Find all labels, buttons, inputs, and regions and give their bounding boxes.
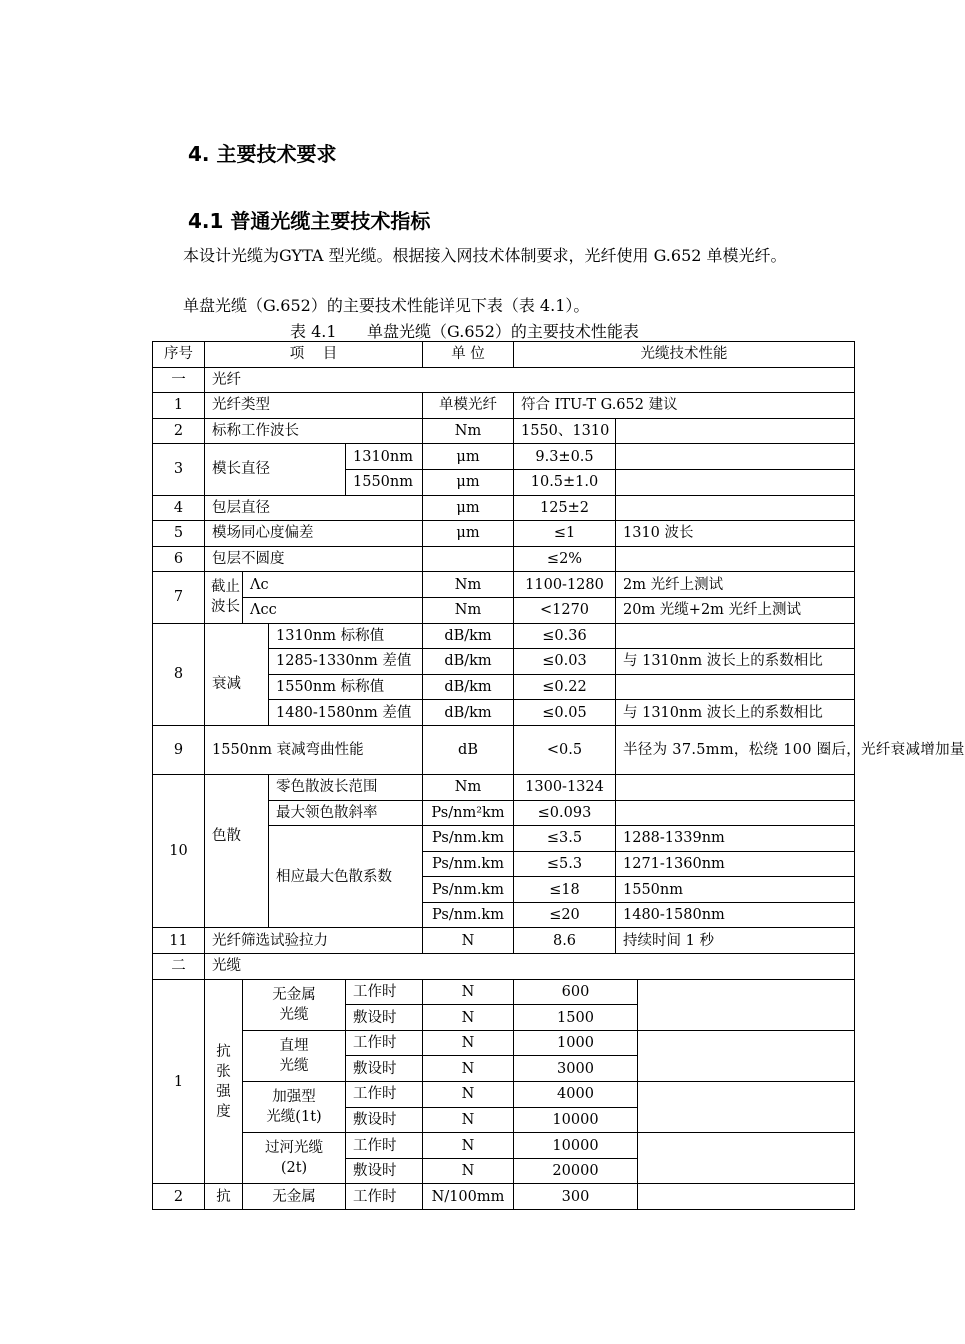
- cell-unit: N: [423, 1082, 514, 1108]
- cell-value: 4000: [514, 1082, 638, 1108]
- header-no: 序号: [153, 342, 205, 368]
- cell-value: ≤3.5: [514, 826, 616, 852]
- section-title: 光纤: [205, 367, 855, 393]
- cell-no: 二: [153, 954, 205, 980]
- table-row: [153, 521, 855, 547]
- cell-item: 1550nm 衰减弯曲性能: [205, 725, 423, 774]
- spec-table: [152, 341, 965, 1210]
- cell-unit: Ps/nm.km: [423, 826, 514, 852]
- cell-cable-type: [243, 979, 346, 1030]
- item-char: 抗: [216, 1043, 231, 1060]
- cell-unit: N: [423, 1107, 514, 1133]
- cell-cable-type: [243, 1030, 346, 1081]
- cell-no: 2: [153, 1184, 205, 1210]
- table-row: [153, 623, 855, 649]
- cell-note: 与 1310nm 波长上的系数相比: [616, 649, 855, 675]
- cell-unit: 单模光纤: [423, 393, 514, 419]
- cell-item: 标称工作波长: [205, 418, 423, 444]
- cell-item: 光纤筛选试验拉力: [205, 928, 423, 954]
- cell-value: 1300-1324: [514, 774, 616, 800]
- cell-unit: N: [423, 1158, 514, 1184]
- cell-subitem: 最大领色散斜率: [269, 800, 423, 826]
- cell-unit: Nm: [423, 597, 514, 623]
- header-unit: 单 位: [423, 342, 514, 368]
- cell-unit: dB/km: [423, 649, 514, 675]
- cell-subitem: 1310nm 标称值: [269, 623, 423, 649]
- cell-value: ≤0.36: [514, 623, 616, 649]
- cell-no: 3: [153, 444, 205, 495]
- cell-value: 1100-1280: [514, 572, 616, 598]
- cell-condition: 敷设时: [346, 1005, 423, 1031]
- cell-subitem: 零色散波长范围: [269, 774, 423, 800]
- reference-paragraph: 单盘光缆（G.652）的主要技术性能详见下表（表 4.1）。: [183, 296, 590, 315]
- cell-subitem: 1550nm: [346, 469, 423, 495]
- cell-condition: 敷设时: [346, 1158, 423, 1184]
- cell-value: ≤1: [514, 521, 616, 547]
- type-line: 光缆: [279, 1057, 309, 1074]
- cell-cable-type: 无金属: [243, 1184, 346, 1210]
- item-char: 度: [216, 1103, 231, 1120]
- cell-note: 1310 波长: [616, 521, 855, 547]
- cell-note: [638, 1082, 855, 1133]
- cell-value: <0.5: [514, 725, 616, 774]
- cell-item: 包层直径: [205, 495, 423, 521]
- cell-subitem: 1285-1330nm 差值: [269, 649, 423, 675]
- table-row: [153, 1082, 855, 1108]
- cell-note: [638, 1184, 855, 1210]
- section-row-cable: [153, 954, 855, 980]
- cell-subitem: 1550nm 标称值: [269, 674, 423, 700]
- cell-note: [616, 418, 855, 444]
- cell-unit: Ps/nm.km: [423, 851, 514, 877]
- cell-subitem: 相应最大色散系数: [269, 826, 423, 928]
- table-row: [153, 979, 855, 1005]
- cell-note: 20m 光缆+2m 光纤上测试: [616, 597, 855, 623]
- table-row: [153, 546, 855, 572]
- type-line: 加强型: [272, 1089, 316, 1106]
- cell-note: [638, 1030, 855, 1081]
- table-row: [153, 572, 855, 598]
- cell-no: 9: [153, 725, 205, 774]
- type-line: (2t): [280, 1160, 308, 1177]
- intro-paragraph: 本设计光缆为GYTA 型光缆。根据接入网技术体制要求，光纤使用 G.652 单模光纤。: [183, 246, 787, 265]
- cell-unit: N: [423, 1005, 514, 1031]
- subsection-heading: 4.1 普通光缆主要技术指标: [188, 209, 431, 233]
- cell-note: 1480-1580nm: [616, 902, 855, 928]
- cell-note: 与 1310nm 波长上的系数相比: [616, 700, 855, 726]
- cell-value: 1550、1310: [514, 418, 616, 444]
- header-performance: 光缆技术性能: [514, 342, 855, 368]
- table-row: [153, 495, 855, 521]
- table-row: [153, 725, 855, 774]
- item-char: 强: [216, 1083, 231, 1100]
- item-line: 波长: [211, 599, 240, 616]
- cell-unit: N: [423, 928, 514, 954]
- cell-value: ≤18: [514, 877, 616, 903]
- cell-subitem: Λcc: [243, 597, 423, 623]
- cell-item: [205, 572, 243, 623]
- cell-value: 300: [514, 1184, 638, 1210]
- section-row-fiber: [153, 367, 855, 393]
- cell-condition: 敷设时: [346, 1107, 423, 1133]
- cell-no: 一: [153, 367, 205, 393]
- cell-unit: μm: [423, 521, 514, 547]
- cell-item: 色散: [205, 774, 269, 928]
- cell-condition: 工作时: [346, 979, 423, 1005]
- cell-value: 9.3±0.5: [514, 444, 616, 470]
- cell-unit: Nm: [423, 572, 514, 598]
- cell-item: 模长直径: [205, 444, 346, 495]
- cell-no: 1: [153, 979, 205, 1184]
- cell-value: 20000: [514, 1158, 638, 1184]
- cell-value: 125±2: [514, 495, 616, 521]
- type-line: 直埋: [279, 1037, 309, 1054]
- cell-value: <1270: [514, 597, 616, 623]
- cell-value: 10000: [514, 1107, 638, 1133]
- cell-value: 1000: [514, 1030, 638, 1056]
- table-row: [153, 393, 855, 419]
- cell-note: 1288-1339nm: [616, 826, 855, 852]
- cell-no: 1: [153, 393, 205, 419]
- cell-item: 光纤类型: [205, 393, 423, 419]
- cell-subitem: 1310nm: [346, 444, 423, 470]
- cell-no: 8: [153, 623, 205, 725]
- cell-note: [616, 495, 855, 521]
- cell-unit: Ps/nm²km: [423, 800, 514, 826]
- cell-unit: N: [423, 979, 514, 1005]
- cell-performance: 符合 ITU-T G.652 建议: [514, 393, 855, 419]
- table-row: [153, 928, 855, 954]
- type-line: 光缆: [279, 1006, 309, 1023]
- cell-note: 1271-1360nm: [616, 851, 855, 877]
- cell-condition: 敷设时: [346, 1056, 423, 1082]
- cell-note: [616, 444, 855, 470]
- cell-item: 衰减: [205, 623, 269, 725]
- cell-subitem: 1480-1580nm 差值: [269, 700, 423, 726]
- cell-cable-type: [243, 1133, 346, 1184]
- cell-no: 5: [153, 521, 205, 547]
- cell-note: [616, 469, 855, 495]
- table-row: [153, 444, 855, 470]
- cell-note: [616, 546, 855, 572]
- cell-unit: dB: [423, 725, 514, 774]
- cell-note: [616, 774, 855, 800]
- cell-value: ≤0.05: [514, 700, 616, 726]
- cell-unit: N: [423, 1133, 514, 1159]
- cell-unit: dB/km: [423, 623, 514, 649]
- cell-note: [638, 979, 855, 1030]
- cell-value: ≤0.093: [514, 800, 616, 826]
- type-line: 光缆(1t): [266, 1109, 322, 1126]
- table-row: [153, 1133, 855, 1159]
- cell-condition: 工作时: [346, 1030, 423, 1056]
- cell-value: ≤2%: [514, 546, 616, 572]
- cell-condition: 工作时: [346, 1082, 423, 1108]
- cell-subitem: Λc: [243, 572, 423, 598]
- cell-value: ≤0.03: [514, 649, 616, 675]
- table-row: [153, 597, 855, 623]
- cell-item: 抗: [205, 1184, 243, 1210]
- table-row: [153, 774, 855, 800]
- cell-note: [616, 623, 855, 649]
- cell-unit: Nm: [423, 418, 514, 444]
- cell-note: 持续时间 1 秒: [616, 928, 855, 954]
- cell-value: ≤5.3: [514, 851, 616, 877]
- cell-note: 2m 光纤上测试: [616, 572, 855, 598]
- cell-unit: N: [423, 1056, 514, 1082]
- cell-value: 600: [514, 979, 638, 1005]
- cell-no: 6: [153, 546, 205, 572]
- cell-note: [616, 674, 855, 700]
- cell-item: 包层不圆度: [205, 546, 423, 572]
- type-line: 过河光缆: [265, 1140, 323, 1157]
- cell-value: ≤20: [514, 902, 616, 928]
- cell-item: [205, 979, 243, 1184]
- item-char: 张: [216, 1063, 231, 1080]
- cell-note: [638, 1133, 855, 1184]
- table-row: [153, 418, 855, 444]
- header-item: 项 目: [205, 342, 423, 368]
- cell-value: 10.5±1.0: [514, 469, 616, 495]
- section-heading: 4. 主要技术要求: [188, 142, 337, 166]
- cell-unit: [423, 546, 514, 572]
- cell-cable-type: [243, 1082, 346, 1133]
- cell-unit: Ps/nm.km: [423, 902, 514, 928]
- cell-value: 1500: [514, 1005, 638, 1031]
- cell-item: 模场同心度偏差: [205, 521, 423, 547]
- table-row: [153, 1030, 855, 1056]
- cell-no: 4: [153, 495, 205, 521]
- cell-unit: Ps/nm.km: [423, 877, 514, 903]
- cell-value: 10000: [514, 1133, 638, 1159]
- cell-note: 半径为 37.5mm，松绕 100 圈后，光纤衰减增加量: [616, 725, 855, 774]
- cell-value: ≤0.22: [514, 674, 616, 700]
- cell-unit: dB/km: [423, 674, 514, 700]
- cell-no: 7: [153, 572, 205, 623]
- type-line: 无金属: [272, 986, 316, 1003]
- cell-unit: μm: [423, 469, 514, 495]
- cell-unit: μm: [423, 444, 514, 470]
- section-title: 光缆: [205, 954, 855, 980]
- cell-unit: dB/km: [423, 700, 514, 726]
- cell-no: 2: [153, 418, 205, 444]
- cell-value: 8.6: [514, 928, 616, 954]
- cell-value: 3000: [514, 1056, 638, 1082]
- table-row: [153, 1184, 855, 1210]
- cell-unit: Nm: [423, 774, 514, 800]
- cell-condition: 工作时: [346, 1133, 423, 1159]
- cell-unit: N/100mm: [423, 1184, 514, 1210]
- table-caption: 表 4.1 单盘光缆（G.652）的主要技术性能表: [290, 322, 639, 341]
- cell-no: 11: [153, 928, 205, 954]
- cell-condition: 工作时: [346, 1184, 423, 1210]
- item-line: 截止: [211, 579, 240, 596]
- cell-note: 1550nm: [616, 877, 855, 903]
- cell-unit: N: [423, 1030, 514, 1056]
- cell-no: 10: [153, 774, 205, 928]
- cell-note: [616, 800, 855, 826]
- cell-unit: μm: [423, 495, 514, 521]
- table-header-row: [153, 342, 855, 368]
